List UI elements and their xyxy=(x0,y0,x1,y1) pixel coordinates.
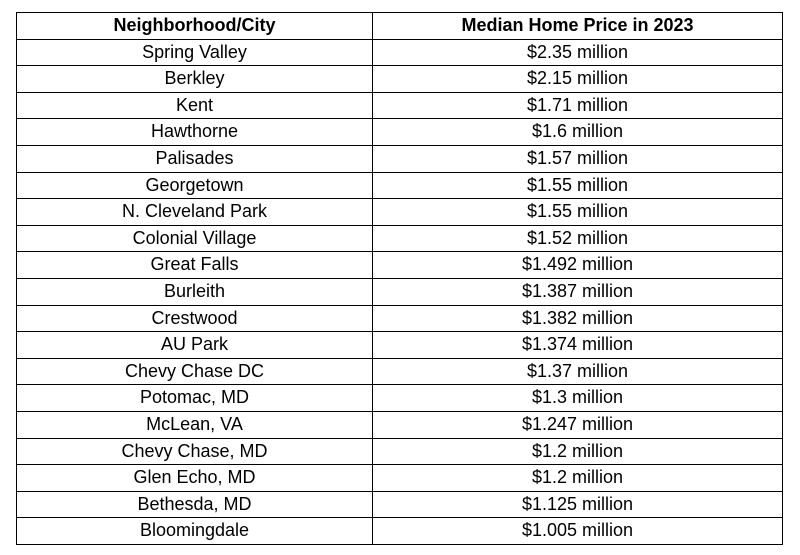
neighborhood-cell: N. Cleveland Park xyxy=(17,199,373,226)
neighborhood-cell: Berkley xyxy=(17,66,373,93)
price-cell: $1.2 million xyxy=(373,438,783,465)
neighborhood-cell: Burleith xyxy=(17,278,373,305)
header-neighborhood: Neighborhood/City xyxy=(17,13,373,40)
neighborhood-cell: Crestwood xyxy=(17,305,373,332)
price-cell: $1.37 million xyxy=(373,358,783,385)
neighborhood-cell: Bloomingdale xyxy=(17,518,373,545)
price-cell: $1.6 million xyxy=(373,119,783,146)
neighborhood-cell: Kent xyxy=(17,92,373,119)
table-row xyxy=(17,199,783,226)
table-row xyxy=(17,145,783,172)
neighborhood-cell: Chevy Chase, MD xyxy=(17,438,373,465)
price-cell: $1.57 million xyxy=(373,145,783,172)
table-row xyxy=(17,491,783,518)
neighborhood-cell: Colonial Village xyxy=(17,225,373,252)
price-cell: $1.55 million xyxy=(373,172,783,199)
price-cell: $1.387 million xyxy=(373,278,783,305)
table-row xyxy=(17,438,783,465)
neighborhood-cell: McLean, VA xyxy=(17,411,373,438)
table-row xyxy=(17,172,783,199)
neighborhood-cell: Hawthorne xyxy=(17,119,373,146)
price-cell: $1.71 million xyxy=(373,92,783,119)
price-cell: $1.2 million xyxy=(373,465,783,492)
price-table-container xyxy=(16,12,782,545)
table-row xyxy=(17,332,783,359)
table-row xyxy=(17,119,783,146)
neighborhood-cell: Spring Valley xyxy=(17,39,373,66)
price-cell: $1.52 million xyxy=(373,225,783,252)
price-cell: $1.382 million xyxy=(373,305,783,332)
table-header-row xyxy=(17,13,783,40)
price-cell: $1.005 million xyxy=(373,518,783,545)
neighborhood-cell: Chevy Chase DC xyxy=(17,358,373,385)
table-row xyxy=(17,92,783,119)
neighborhood-cell: Glen Echo, MD xyxy=(17,465,373,492)
neighborhood-cell: Potomac, MD xyxy=(17,385,373,412)
table-row xyxy=(17,518,783,545)
table-row xyxy=(17,305,783,332)
table-row xyxy=(17,252,783,279)
table-row xyxy=(17,385,783,412)
price-cell: $1.3 million xyxy=(373,385,783,412)
price-cell: $1.492 million xyxy=(373,252,783,279)
table-body xyxy=(17,39,783,544)
price-cell: $1.374 million xyxy=(373,332,783,359)
price-cell: $2.15 million xyxy=(373,66,783,93)
neighborhood-cell: Great Falls xyxy=(17,252,373,279)
table-row xyxy=(17,225,783,252)
median-home-price-table xyxy=(16,12,783,545)
header-median-price: Median Home Price in 2023 xyxy=(373,13,783,40)
table-row xyxy=(17,66,783,93)
price-cell: $1.247 million xyxy=(373,411,783,438)
neighborhood-cell: Georgetown xyxy=(17,172,373,199)
neighborhood-cell: Palisades xyxy=(17,145,373,172)
neighborhood-cell: Bethesda, MD xyxy=(17,491,373,518)
neighborhood-cell: AU Park xyxy=(17,332,373,359)
price-cell: $1.55 million xyxy=(373,199,783,226)
table-row xyxy=(17,358,783,385)
table-row xyxy=(17,39,783,66)
table-row xyxy=(17,278,783,305)
price-cell: $1.125 million xyxy=(373,491,783,518)
table-row xyxy=(17,465,783,492)
price-cell: $2.35 million xyxy=(373,39,783,66)
table-row xyxy=(17,411,783,438)
